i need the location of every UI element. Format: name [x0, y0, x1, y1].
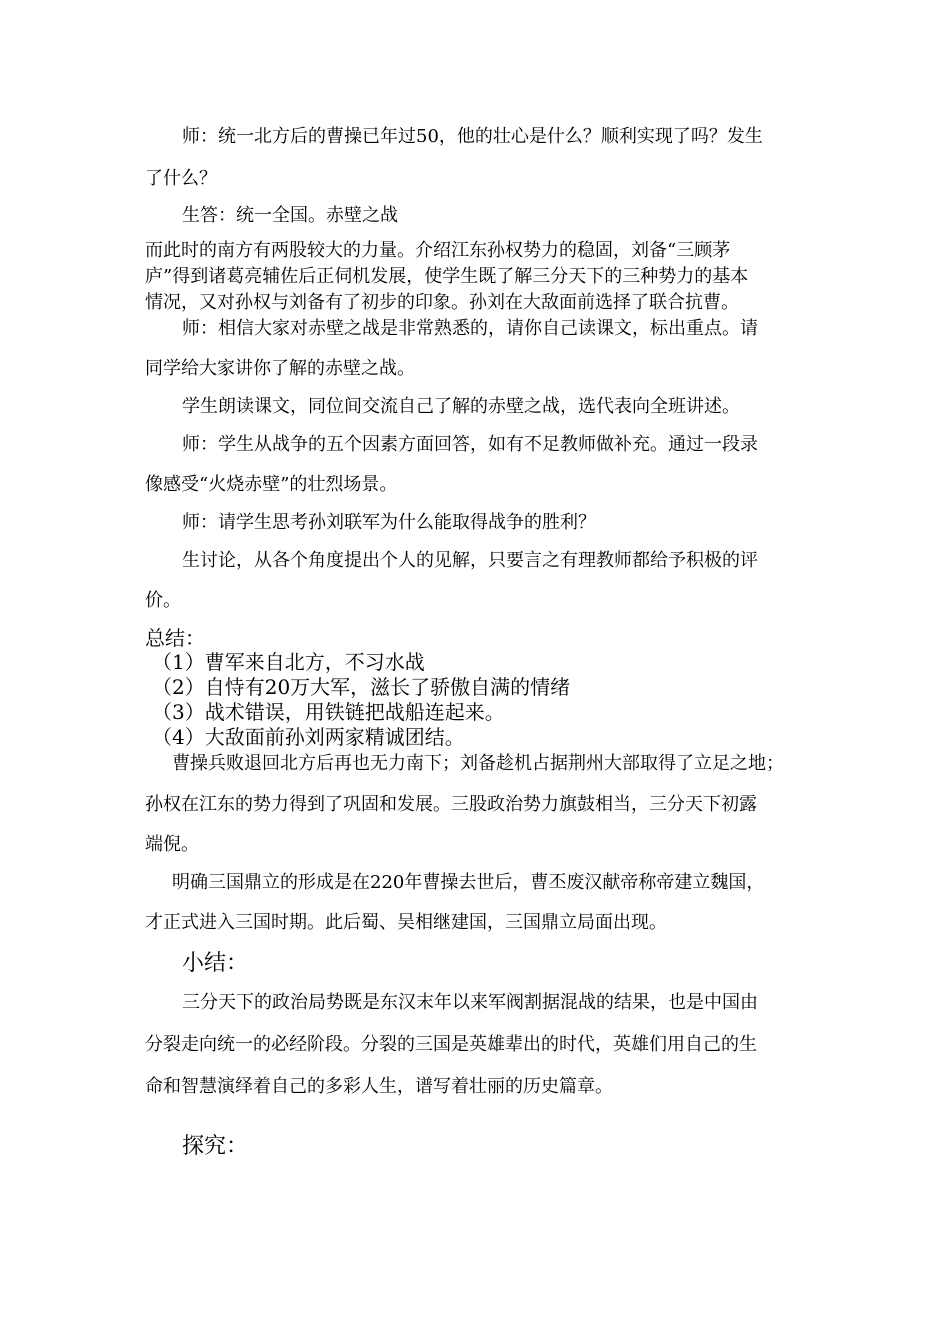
summary-item: （1）曹军来自北方，不习水战	[152, 650, 425, 674]
paragraph-aftermath-line2: 孙权在江东的势力得到了巩固和发展。三股政治势力旗鼓相当，三分天下初露	[145, 794, 757, 815]
paragraph-aftermath-line1: 曹操兵败退回北方后再也无力南下；刘备趁机占据荆州大部取得了立足之地；	[172, 753, 784, 774]
summary-item: （3）战术错误，用铁链把战船连起来。	[152, 700, 505, 724]
summary-item: （4）大敌面前孙刘两家精诚团结。	[152, 725, 465, 749]
conclusion-heading: 小结：	[182, 951, 249, 976]
paragraph-discussion-line2: 价。	[145, 590, 181, 611]
summary-heading: 总结：	[145, 626, 205, 650]
paragraph-conclusion-line2: 分裂走向统一的必经阶段。分裂的三国是英雄辈出的时代，英雄们用自己的生	[145, 1034, 757, 1055]
paragraph-conclusion-line1: 三分天下的政治局势既是东汉末年以来军阀割据混战的结果，也是中国由	[182, 992, 758, 1013]
paragraph-south-forces-line3: 情况，又对孙权与刘备有了初步的印象。孙刘在大敌面前选择了联合抗曹。	[145, 292, 739, 313]
paragraph-teacher-question-line1: 师：统一北方后的曹操已年过50，他的壮心是什么？顺利实现了吗？发生	[182, 126, 763, 147]
paragraph-conclusion-line3: 命和智慧演绎着自己的多彩人生，谱写着壮丽的历史篇章。	[145, 1076, 613, 1097]
paragraph-student-answer: 生答：统一全国。赤壁之战	[182, 205, 398, 226]
paragraph-teacher-question-line2: 了什么？	[145, 168, 217, 189]
summary-item: （2）自恃有20万大军，滋长了骄傲自满的情绪	[152, 675, 571, 699]
paragraph-aftermath-line3: 端倪。	[145, 834, 199, 855]
paragraph-south-forces-line2: 庐”得到诸葛亮辅佐后正伺机发展，使学生既了解三分天下的三种势力的基本	[145, 266, 749, 287]
paragraph-south-forces-line1: 而此时的南方有两股较大的力量。介绍江东孙权势力的稳固，刘备“三顾茅	[145, 240, 731, 261]
paragraph-discussion-line1: 生讨论，从各个角度提出个人的见解，只要言之有理教师都给予积极的评	[182, 550, 758, 571]
paragraph-student-reading: 学生朗读课文，同位间交流自己了解的赤壁之战，选代表向全班讲述。	[182, 396, 740, 417]
explore-heading: 探究：	[182, 1134, 249, 1159]
paragraph-five-factors-line1: 师：学生从战争的五个因素方面回答，如有不足教师做补充。通过一段录	[182, 434, 758, 455]
paragraph-read-text-line1: 师：相信大家对赤壁之战是非常熟悉的，请你自己读课文，标出重点。请	[182, 318, 758, 339]
paragraph-three-kingdoms-line1: 明确三国鼎立的形成是在220年曹操去世后，曹丕废汉献帝称帝建立魏国，	[172, 872, 765, 893]
paragraph-three-kingdoms-line2: 才正式进入三国时期。此后蜀、吴相继建国，三国鼎立局面出现。	[145, 912, 667, 933]
paragraph-five-factors-line2: 像感受“火烧赤壁”的壮烈场景。	[145, 474, 398, 495]
paragraph-read-text-line2: 同学给大家讲你了解的赤壁之战。	[145, 358, 415, 379]
paragraph-victory-question: 师：请学生思考孙刘联军为什么能取得战争的胜利？	[182, 512, 596, 533]
